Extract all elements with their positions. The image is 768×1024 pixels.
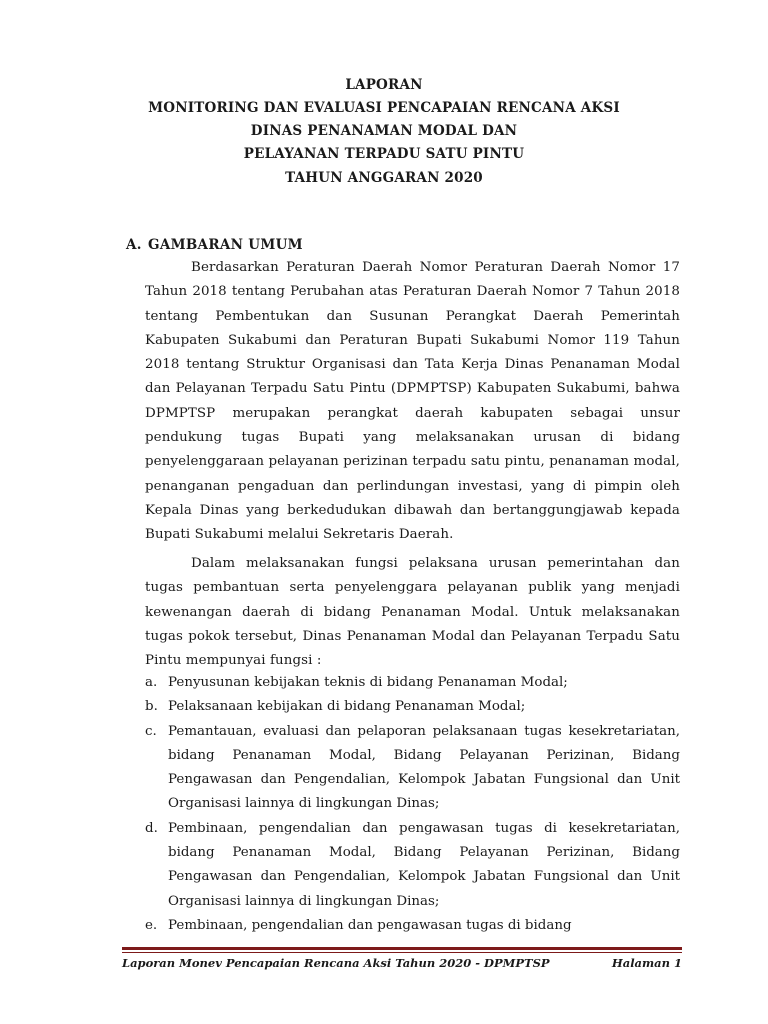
list-item — [145, 695, 680, 719]
paragraph-background: Berdasarkan Peraturan Daerah Nomor Peraturan Daerah Nomor 17 Tahun 2018 tentang Perubahan atas Peraturan Daerah Nomor 7 Tahun 2018 tentang Pembentukan dan Susunan Perangkat Daerah Pemerintah Kabupaten Sukabumi dan Peraturan Bupati Sukabumi Nomor 119 Tahun 2018 tentang Struktur Organisasi dan Tata Kerja Dinas Penanaman Modal dan Pelayanan Terpadu Satu Pintu (DPMPTSP) Kabupaten Sukabumi, bahwa DPMPTSP merupakan perangkat daerah kabupaten sebagai unsur pendukung tugas Bupati yang melaksanakan urusan di bidang penyelenggaraan pelayanan perizinan terpadu satu pintu, penanaman modal, penanganan pengaduan dan perlindungan investasi, yang di pimpin oleh Kepala Dinas yang berkedudukan dibawah dan bertanggungjawab kepada Bupati Sukabumi melalui Sekretaris Daerah. — [145, 260, 680, 543]
list-item-text: Pelaksanaan kebijakan di bidang Penanaman Modal; — [168, 699, 526, 715]
paragraph-functions-intro: Dalam melaksanakan fungsi pelaksana urusan pemerintahan dan tugas pembantuan serta penyelenggara pelayanan publik yang menjadi kewenangan daerah di bidang Penanaman Modal. Untuk melaksanakan tugas pokok tersebut, Dinas Penanaman Modal dan Pelayanan Terpadu Satu Pintu mempunyai fungsi : — [145, 556, 680, 669]
report-title-line-4: PELAYANAN TERPADU SATU PINTU — [243, 146, 525, 162]
footer-page-number: Halaman 1 — [611, 956, 682, 970]
list-item-text: Pembinaan, pengendalian dan pengawasan tugas di bidang — [168, 917, 572, 933]
footer-rule-thick — [122, 947, 682, 950]
functions-list — [145, 671, 680, 938]
section-title: GAMBARAN UMUM — [148, 237, 303, 253]
list-item — [145, 671, 680, 695]
list-marker: e. — [145, 917, 158, 933]
section-number: A. — [126, 237, 142, 253]
list-marker: a. — [145, 675, 158, 690]
list-marker: c. — [145, 723, 157, 739]
report-title-line-2: MONITORING DAN EVALUASI PENCAPAIAN RENCANA AKSI — [148, 100, 620, 116]
list-item — [145, 914, 680, 938]
list-item — [145, 817, 680, 914]
report-title-line-1: LAPORAN — [345, 77, 423, 93]
list-item-text: Pemantauan, evaluasi dan pelaporan pelaksanaan tugas kesekretariatan, bidang Penanaman Modal, Bidang Pelayanan Perizinan, Bidang Pengawasan dan Pengendalian, Kelompok Jabatan Fungsional dan Unit Organisasi lainnya di lingkungan Dinas; — [168, 723, 680, 812]
section-heading — [126, 237, 303, 253]
report-title-line-5: TAHUN ANGGARAN 2020 — [285, 170, 483, 186]
list-marker: d. — [145, 820, 158, 836]
footer-rule-thin — [122, 952, 682, 953]
list-item-text: Penyusunan kebijakan teknis di bidang Penanaman Modal; — [168, 675, 568, 690]
list-marker: b. — [145, 699, 158, 715]
report-title-line-3: DINAS PENANAMAN MODAL DAN — [250, 123, 518, 139]
list-item-text: Pembinaan, pengendalian dan pengawasan tugas di kesekretariatan, bidang Penanaman Modal, Bidang Pelayanan Perizinan, Bidang Pengawasan dan Pengendalian, Kelompok Jabatan Fungsional dan Unit Organisasi lainnya di lingkungan Dinas; — [168, 820, 680, 909]
list-item — [145, 720, 680, 817]
footer-report-name: Laporan Monev Pencapaian Rencana Aksi Tahun 2020 - DPMPTSP — [122, 956, 550, 970]
